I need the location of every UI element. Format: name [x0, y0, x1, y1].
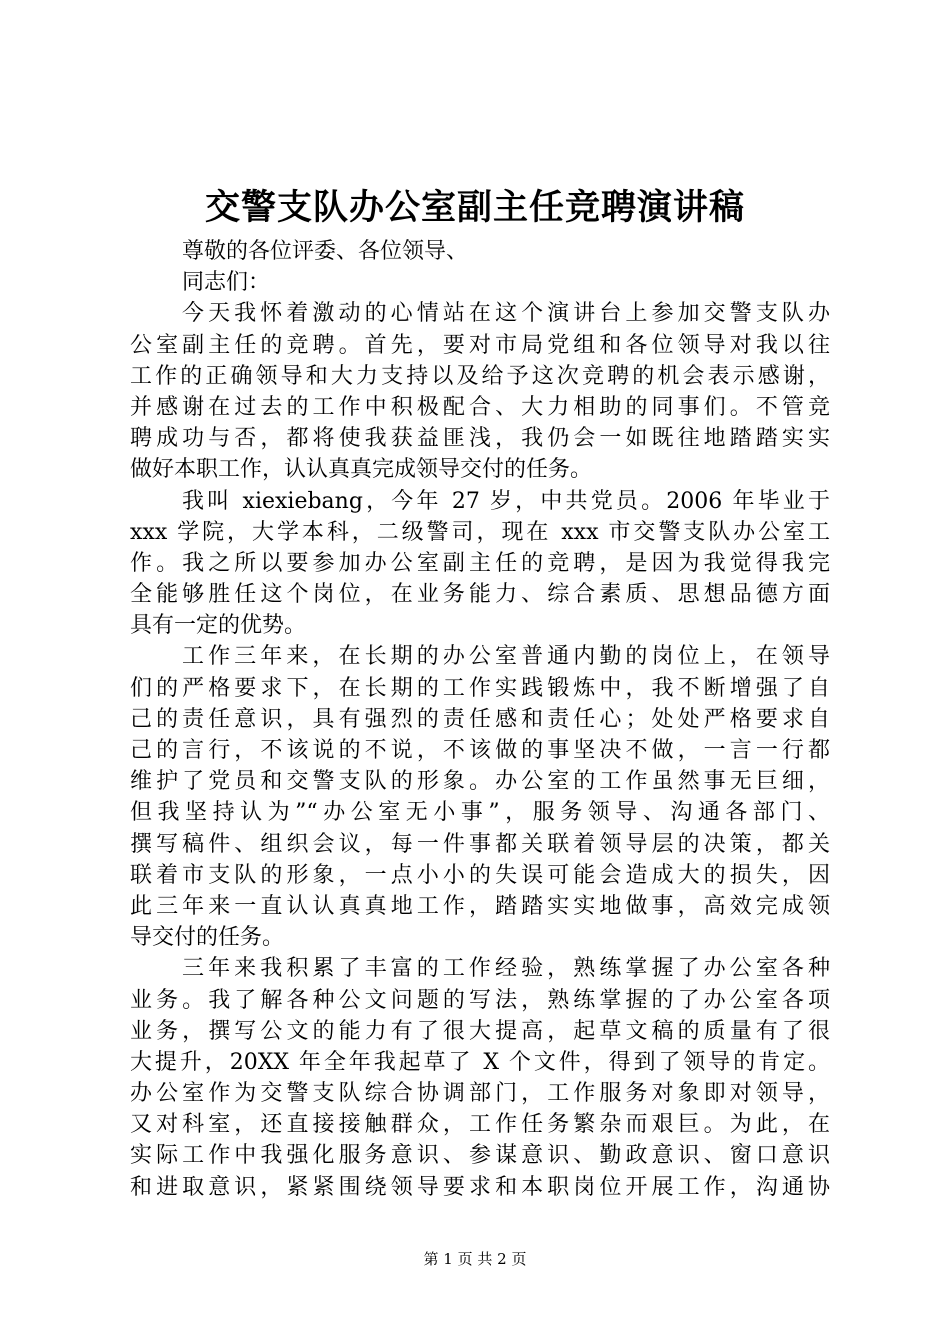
text-line: 聘成功与否，都将使我获益匪浅，我仍会一如既往地踏踏实实: [130, 426, 830, 452]
text-line: 全能够胜任这个岗位，在业务能力、综合素质、思想品德方面: [130, 582, 830, 608]
document-body: [130, 236, 830, 1203]
text-line: 工作的正确领导和大力支持以及给予这次竞聘的机会表示感谢，: [130, 363, 830, 389]
text-line: 己的责任意识，具有强烈的责任感和责任心；处处严格要求自: [130, 706, 830, 732]
text-line: 但我坚持认为”“办公室无小事”，服务领导、沟通各部门、: [130, 800, 830, 826]
text-line: 具有一定的优势。: [130, 613, 307, 639]
text-line: 今天我怀着激动的心情站在这个演讲台上参加交警支队办: [182, 301, 830, 327]
text-line: 做好本职工作，认认真真完成领导交付的任务。: [130, 457, 593, 483]
text-line: 公室副主任的竞聘。首先，要对市局党组和各位领导对我以往: [130, 332, 830, 358]
text-line: xxx 学院，大学本科，二级警司，现在 xxx 市交警支队办公室工: [130, 519, 830, 545]
text-line: 和进取意识，紧紧围绕领导要求和本职岗位开展工作，沟通协: [130, 1174, 830, 1200]
text-line: 尊敬的各位评委、各位领导、: [182, 239, 469, 264]
text-line: 们的严格要求下，在长期的工作实践锻炼中，我不断增强了自: [130, 675, 830, 701]
text-line: 我叫 xiexiebang，今年 27 岁，中共党员。2006 年毕业于: [182, 488, 830, 514]
text-line: 己的言行，不该说的不说，不该做的事坚决不做，一言一行都: [130, 738, 830, 763]
text-line: 业务，撰写公文的能力有了很大提高，起草文稿的质量有了很: [130, 1018, 830, 1044]
text-line: 并感谢在过去的工作中积极配合、大力相助的同事们。不管竞: [130, 394, 830, 420]
text-line: 工作三年来，在长期的办公室普通内勤的岗位上，在领导: [182, 644, 830, 670]
text-line: 维护了党员和交警支队的形象。办公室的工作虽然事无巨细，: [130, 769, 830, 795]
page-footer: 第 1 页 共 2 页: [423, 1250, 527, 1268]
text-line: 三年来我积累了丰富的工作经验，熟练掌握了办公室各种: [182, 956, 830, 982]
document-title: 交警支队办公室副主任竞聘演讲稿: [204, 187, 745, 228]
text-line: 办公室作为交警支队综合协调部门，工作服务对象即对领导，: [130, 1081, 830, 1107]
text-line: 撰写稿件、组织会议，每一件事都关联着领导层的决策，都关: [130, 831, 830, 857]
text-line: 同志们：: [182, 270, 271, 296]
text-line: 又对科室，还直接接触群众，工作任务繁杂而艰巨。为此，在: [130, 1112, 830, 1138]
text-line: 大提升，20XX 年全年我起草了 X 个文件，得到了领导的肯定。: [130, 1049, 830, 1075]
text-line: 业务。我了解各种公文问题的写法，熟练掌握的了办公室各项: [130, 987, 830, 1013]
text-line: 导交付的任务。: [130, 925, 285, 951]
text-line: 作。我之所以要参加办公室副主任的竞聘，是因为我觉得我完: [130, 550, 830, 576]
text-line: 此三年来一直认认真真地工作，踏踏实实地做事，高效完成领: [130, 893, 830, 919]
text-line: 联着市支队的形象，一点小小的失误可能会造成大的损失，因: [130, 862, 830, 888]
text-line: 实际工作中我强化服务意识、参谋意识、勤政意识、窗口意识: [130, 1143, 830, 1169]
